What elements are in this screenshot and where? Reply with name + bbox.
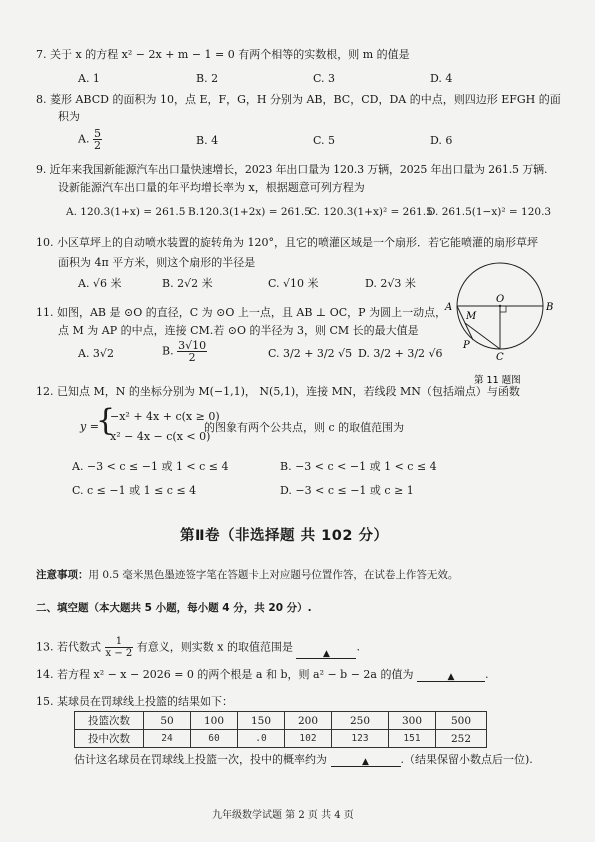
- q8-option-b: B. 4: [196, 134, 219, 147]
- label-a: A: [445, 302, 453, 313]
- q10-option-c: C. √10 米: [268, 277, 319, 290]
- label-p: P: [463, 340, 470, 351]
- q11-option-b: [162, 340, 207, 363]
- fraction-denominator: 2: [93, 139, 101, 152]
- q13-fraction: [105, 636, 134, 659]
- answer-marker: ▲: [362, 757, 369, 767]
- q8-option-d: D. 6: [430, 134, 453, 147]
- table-cell: 50: [144, 712, 191, 730]
- q7-option-d: D. 4: [430, 72, 453, 85]
- q10-stem-line2: 面积为 4π 平方米，则这个扇形的半径是: [58, 256, 256, 269]
- q12-piece-2: x² − 4x − c(x < 0): [110, 430, 211, 443]
- q15-tail: [74, 753, 533, 767]
- table-cell-handwritten: 102: [285, 730, 332, 748]
- table-row: [75, 730, 487, 748]
- notice: [36, 568, 458, 582]
- q11-option-d: D. 3/2 + 3/2 √6: [358, 347, 443, 360]
- q10-option-d: D. 2√3 米: [365, 277, 416, 290]
- q12-y-equals: y =: [80, 420, 99, 433]
- q14-end: .: [485, 668, 489, 681]
- q11-figure: [440, 262, 560, 387]
- fraction-denominator: 2: [188, 351, 196, 364]
- table-cell-handwritten: .0: [238, 730, 285, 748]
- q7-stem: 7. 关于 x 的方程 x² − 2x + m − 1 = 0 有两个相等的实数根，则 m 的值是: [36, 48, 410, 61]
- table-cell: 100: [191, 712, 238, 730]
- q7-option-b: B. 2: [196, 72, 219, 85]
- table-cell-handwritten: 24: [144, 730, 191, 748]
- table-row: [75, 712, 487, 730]
- q13-suffix: 有意义，则实数 x 的取值范围是: [136, 640, 293, 654]
- section-2-heading: [36, 601, 312, 615]
- q11-stem-line2: 点 M 为 AP 的中点，连接 CM.若 ⊙O 的半径为 3，则 CM 长的最大值是: [58, 324, 419, 337]
- notice-text: 用 0.5 毫米黑色墨迹签字笔在答题卡上对应题号位置作答，在试卷上作答无效。: [88, 569, 459, 581]
- fraction-numerator: 1: [105, 636, 134, 648]
- page-footer: 九年级数学试题 第 2 页 共 4 页: [212, 810, 354, 821]
- table-cell-handwritten: 123: [332, 730, 389, 748]
- q8-stem-line1: 8. 菱形 ABCD 的面积为 10，点 E，F，G，H 分别为 AB，BC，CD，DA 的中点，则四边形 EFGH 的面: [36, 93, 561, 106]
- piecewise-brace: {: [96, 403, 116, 438]
- q7-option-c: C. 3: [313, 72, 336, 85]
- q9-stem-line1: 9. 近年来我国新能源汽车出口量快速增长，2023 年出口量为 120.3 万辆，2025 年出口量为 261.5 万辆.: [36, 163, 548, 176]
- table-cell: 200: [285, 712, 332, 730]
- q12-stem-line2: 的图象有两个公共点，则 c 的取值范围为: [204, 421, 405, 434]
- q9-option-d: D. 261.5(1−x)² = 120.3: [427, 206, 552, 218]
- q9-stem-line2: 设新能源汽车出口量的年平均增长率为 x，根据题意可列方程为: [58, 181, 365, 194]
- row-header-hits: 投中次数: [75, 730, 144, 748]
- q15-stem: 15. 某球员在罚球线上投篮的结果如下：: [36, 695, 233, 708]
- answer-marker: ▲: [447, 672, 455, 682]
- q15-tail-prefix: 估计这名球员在罚球线上投篮一次，投中的概率约为: [74, 753, 327, 766]
- q8-option-c: C. 5: [313, 134, 336, 147]
- q8-stem-line2: 积为: [58, 110, 80, 123]
- answer-marker: ▲: [322, 649, 330, 659]
- section-2-text: （本大题共 5 小题，每小题 4 分，共 20 分）.: [88, 602, 312, 614]
- table-cell: 150: [238, 712, 285, 730]
- figure-caption: 第 11 题图: [474, 375, 521, 386]
- table-cell-handwritten: 151: [389, 730, 436, 748]
- q14-answer-blank: [417, 669, 485, 682]
- q9-option-c: C. 120.3(1+x)² = 261.5: [309, 206, 433, 218]
- q8-option-a-label: A.: [78, 132, 90, 146]
- q15-tail-suffix: .（结果保留小数点后一位).: [400, 753, 533, 766]
- notice-label: 注意事项：: [36, 569, 89, 581]
- q14-text: 14. 若方程 x² − x − 2026 = 0 的两个根是 a 和 b，则 a² − b − 2a 的值为: [36, 668, 414, 681]
- table-cell: 252: [436, 730, 487, 748]
- q14-line: [36, 668, 489, 682]
- right-angle-mark: [500, 306, 506, 312]
- q9-option-b: B.120.3(1+2x) = 261.5: [188, 206, 311, 218]
- q8-option-a: [78, 128, 102, 151]
- q12-option-d: D. −3 < c ≤ −1 或 c ≥ 1: [280, 484, 414, 497]
- q13-line: [36, 636, 360, 659]
- q12-option-c: C. c ≤ −1 或 1 ≤ c ≤ 4: [72, 484, 197, 497]
- part-2-title: 第Ⅱ卷（非选择题 共 102 分）: [180, 528, 389, 544]
- q11-option-a: A. 3√2: [78, 347, 114, 360]
- q11-option-b-fraction: [177, 340, 207, 363]
- q13-end: .: [356, 640, 360, 654]
- fraction-denominator: x − 2: [105, 648, 133, 659]
- q11-stem-line1: 11. 如图，AB 是 ⊙O 的直径，C 为 ⊙O 上一点，且 AB ⊥ OC，P 为圆上一动点，: [36, 306, 447, 319]
- q10-option-b: B. 2√2 米: [162, 277, 213, 290]
- table-cell: 300: [389, 712, 436, 730]
- label-m: M: [466, 311, 477, 322]
- q15-answer-blank: [331, 754, 401, 767]
- q8-option-a-fraction: [93, 128, 102, 151]
- q13-answer-blank: [296, 646, 356, 659]
- fraction-numerator: 5: [93, 127, 101, 140]
- table-cell-handwritten: 60: [191, 730, 238, 748]
- q12-stem-line1: 12. 已知点 M，N 的坐标分别为 M(−1,1)， N(5,1)，连接 MN，若线段 MN（包括端点）与函数: [36, 385, 520, 398]
- q15-table: [74, 711, 487, 748]
- label-c: C: [496, 352, 504, 363]
- section-2-label: 二、填空题: [36, 602, 89, 614]
- table-cell: 250: [332, 712, 389, 730]
- point-o: [499, 305, 501, 307]
- q11-option-b-label: B.: [162, 344, 174, 358]
- q10-stem-line1: 10. 小区草坪上的自动喷水装置的旋转角为 120°，且它的喷灌区域是一个扇形．若它能喷灌的扇形草坪: [36, 236, 538, 249]
- q12-option-b: B. −3 < c < −1 或 1 < c ≤ 4: [280, 460, 437, 473]
- q12-option-a: A. −3 < c ≤ −1 或 1 < c ≤ 4: [72, 460, 229, 473]
- q11-option-c: C. 3/2 + 3/2 √5: [268, 347, 353, 360]
- q7-option-a: A. 1: [78, 72, 100, 85]
- label-b: B: [546, 302, 554, 313]
- q13-prefix: 13. 若代数式: [36, 640, 101, 654]
- q9-option-a: A. 120.3(1+x) = 261.5: [66, 206, 186, 218]
- label-o: O: [496, 294, 505, 305]
- q12-piece-1: −x² + 4x + c(x ≥ 0): [110, 410, 220, 423]
- row-header-attempts: 投篮次数: [75, 712, 144, 730]
- fraction-numerator: 3√10: [178, 339, 207, 352]
- table-cell: 500: [436, 712, 487, 730]
- q10-option-a: A. √6 米: [78, 277, 122, 290]
